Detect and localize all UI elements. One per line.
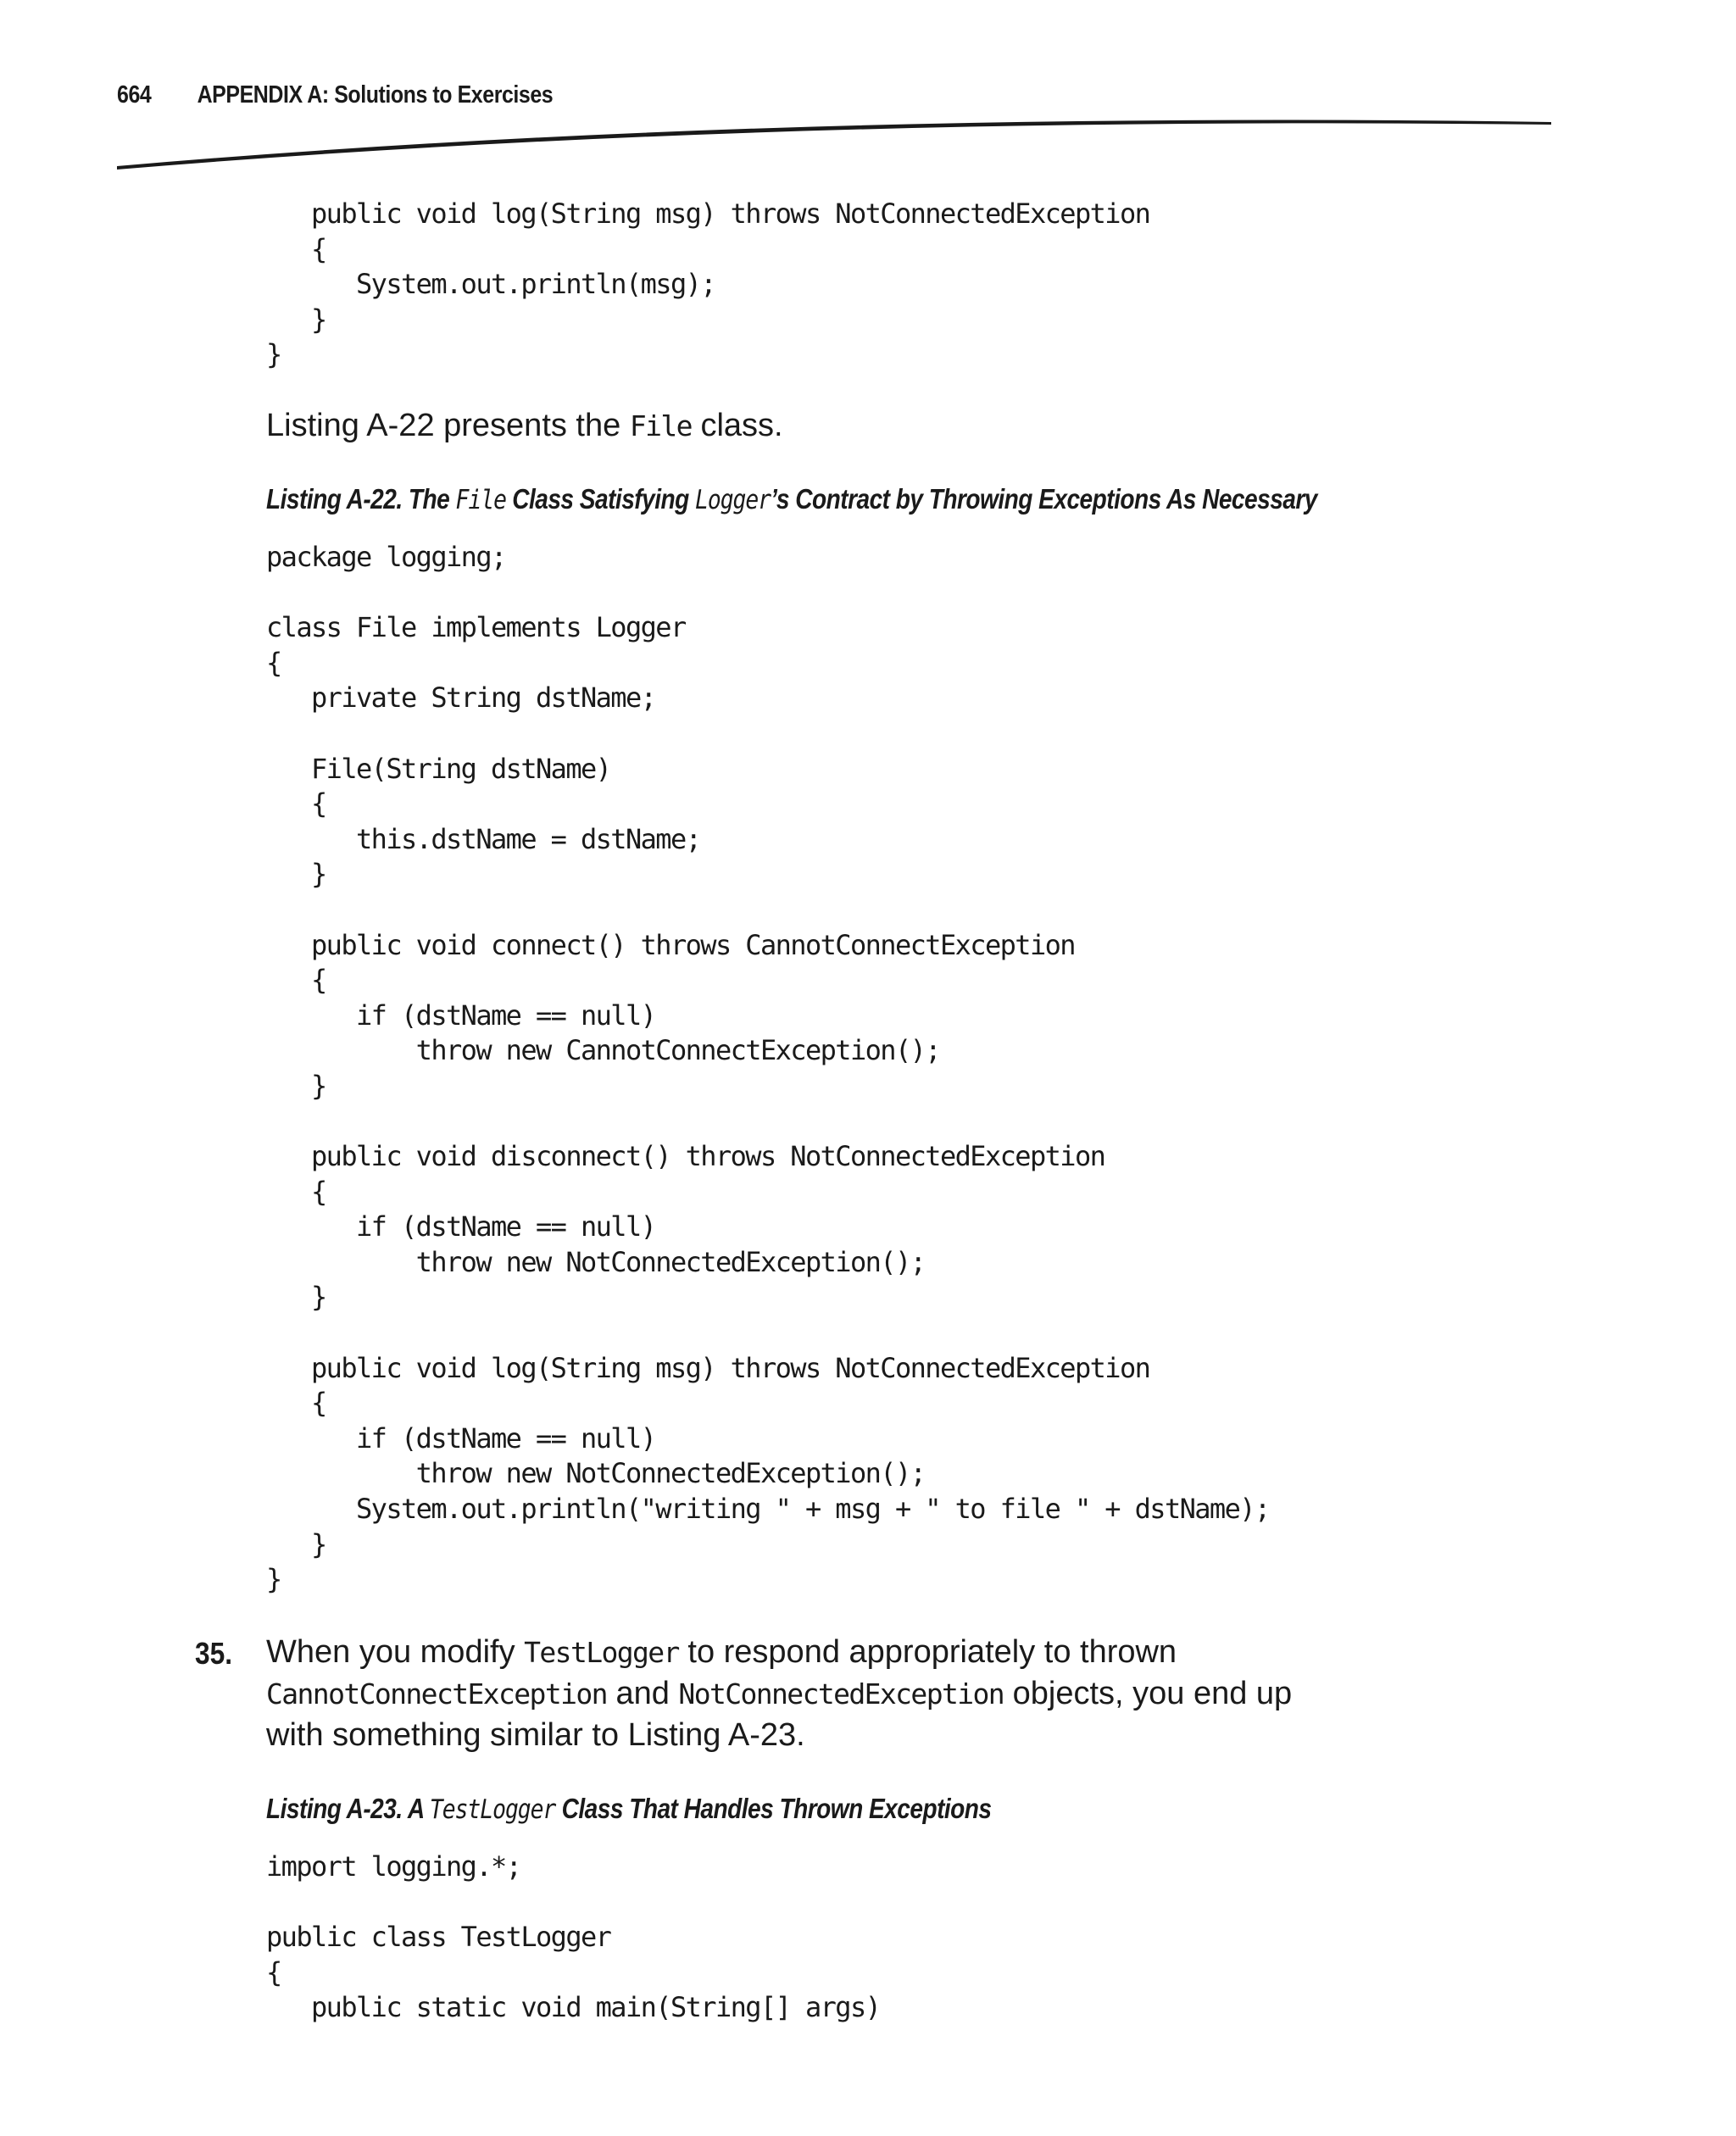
page-number: 664 — [117, 81, 152, 108]
caption-code-file: File — [455, 485, 506, 515]
item-text-3: and — [606, 1676, 679, 1711]
caption-code-logger: Logger — [695, 485, 771, 515]
caption-prefix: Listing A-23. A — [266, 1793, 430, 1824]
header-title: APPENDIX A: Solutions to Exercises — [197, 81, 554, 108]
code-block-testlogger: import logging.*; public class TestLogger { public static void main(String[] args) — [266, 1850, 881, 2024]
inline-code-file: File — [629, 409, 692, 442]
list-item-number: 35. — [195, 1636, 233, 1671]
caption-prefix: Listing A-22. The — [266, 483, 456, 515]
header-rule — [0, 0, 1736, 186]
item-text-1: When you modify — [266, 1634, 525, 1670]
caption-suffix: Class That Handles Thrown Exceptions — [555, 1793, 992, 1824]
inline-code-notconnectedexception: NotConnectedException — [678, 1677, 1004, 1710]
caption-suffix: ’s Contract by Throwing Exceptions As Necessary — [771, 483, 1317, 515]
inline-code-testlogger: TestLogger — [524, 1636, 679, 1669]
inline-code-cannotconnectexception: CannotConnectException — [266, 1677, 607, 1710]
para-text-end: class. — [691, 408, 783, 443]
caption-middle: Class Satisfying — [505, 483, 696, 515]
list-item-35-text — [266, 1632, 1453, 1756]
code-block-log-method: public void log(String msg) throws NotConnectedException { System.out.println(msg); } } — [266, 197, 1150, 371]
code-block-file-class: package logging; class File implements Logger { private String dstName; File(String dstName) { this.dstName = dstName; } public void connect() throws CannotConnectException { if (dstName == null) throw new CannotConnectException(); } public void disconnect() throws NotConnectedException { if (dstName == null) throw new NotConnectedException(); } public void log(String msg) throws NotConnectedException { if (dstName == null) throw new NotConnectedException(); System.out.println("writing " + msg + " to file " + dstName); } } — [266, 541, 1270, 1596]
item-text-2: to respond appropriately to thrown — [678, 1634, 1177, 1670]
item-text-5: with something similar to Listing A-23. — [266, 1717, 805, 1753]
item-text-4: objects, you end up — [1004, 1676, 1293, 1711]
paragraph-listing-a22-intro — [266, 405, 783, 447]
listing-a22-caption — [266, 483, 1317, 515]
para-text: Listing A-22 presents the — [266, 408, 630, 443]
caption-code-testlogger: TestLogger — [429, 1794, 556, 1825]
listing-a23-caption — [266, 1793, 992, 1825]
